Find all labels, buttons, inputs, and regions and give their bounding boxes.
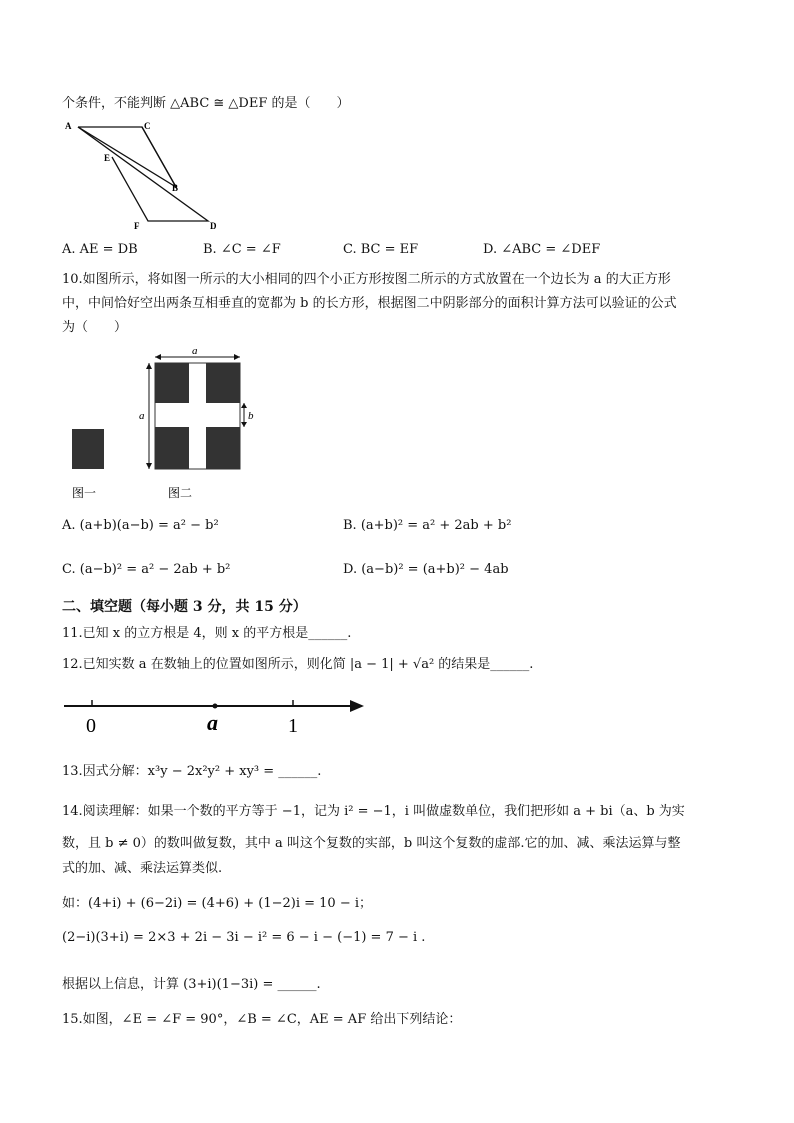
q10-option-b: B. (a+b)² = a² + 2ab + b² (343, 518, 512, 533)
q10-line2: 中，中间恰好空出两条互相垂直的宽都为 b 的长方形，根据图二中阴影部分的面积计算方法可以验证的公式 (62, 296, 677, 311)
label-e: E (104, 153, 111, 163)
q10-option-c: C. (a−b)² = a² − 2ab + b² (62, 562, 231, 577)
label-f: F (134, 221, 140, 231)
fig2-caption: 图二 (168, 486, 193, 500)
fig2-square-bl (155, 427, 189, 469)
q10-option-d: D. (a−b)² = (a+b)² − 4ab (343, 562, 509, 577)
triangle-abc (78, 127, 176, 187)
label-d: D (210, 221, 217, 231)
q14-example2: (2−i)(3+i) = 2×3 + 2i − 3i − i² = 6 − i − (−1) = 7 − i . (62, 930, 426, 945)
q9-stem: 个条件，不能判断 △ABC ≅ △DEF 的是（ ） (62, 96, 350, 111)
q14-line1: 14.阅读理解：如果一个数的平方等于 −1，记为 i² = −1，i 叫做虚数单位，我们把形如 a + bi（a、b 为实 (62, 804, 685, 819)
fig2-square-tl (155, 363, 189, 403)
label-a: A (65, 121, 72, 131)
dim-a-left: a (139, 410, 145, 422)
fig2-square-tr (206, 363, 240, 403)
q11: 11.已知 x 的立方根是 4，则 x 的平方根是______. (62, 626, 352, 641)
q14-question: 根据以上信息，计算 (3+i)(1−3i) = ______. (62, 977, 321, 992)
q9-option-c: C. BC = EF (343, 242, 419, 257)
label-b: B (172, 183, 179, 193)
q9-option-a: A. AE = DB (62, 242, 138, 257)
axis-label-1: 1 (288, 715, 298, 737)
q13: 13.因式分解：x³y − 2x²y² + xy³ = ______. (62, 764, 322, 779)
q9-figure (60, 115, 230, 235)
fig2-square-br (206, 427, 240, 469)
label-c: C (144, 121, 151, 131)
number-line (60, 690, 370, 740)
dim-b: b (248, 410, 254, 422)
triangle-def (78, 127, 208, 221)
dim-a-top: a (192, 345, 198, 357)
q10-line1: 10.如图所示，将如图一所示的大小相同的四个小正方形按图二所示的方式放置在一个边长为 a 的大正方形 (62, 272, 671, 287)
axis-label-a: a (207, 710, 218, 735)
axis-label-0: 0 (86, 715, 96, 737)
fig1-caption: 图一 (72, 486, 97, 500)
q10-option-a: A. (a+b)(a−b) = a² − b² (62, 518, 219, 533)
fig1-square (72, 429, 104, 469)
section-title: 二、填空题（每小题 3 分，共 15 分） (62, 599, 307, 615)
q14-line2: 数，且 b ≠ 0）的数叫做复数，其中 a 叫这个复数的实部，b 叫这个复数的虚部.它的加、减、乘法运算与整 (62, 836, 681, 851)
q14-line3: 式的加、减、乘法运算类似. (62, 861, 223, 876)
q10-figure (60, 345, 280, 515)
q9-option-d: D. ∠ABC = ∠DEF (483, 242, 601, 257)
q12-text: 12.已知实数 a 在数轴上的位置如图所示，则化简 |a − 1| + √a² 的结果是______. (62, 657, 534, 672)
q15: 15.如图，∠E = ∠F = 90°，∠B = ∠C，AE = AF 给出下列结论： (62, 1012, 462, 1027)
q14-example1: 如：(4+i) + (6−2i) = (4+6) + (1−2)i = 10 − i； (62, 896, 373, 911)
q9-option-b: B. ∠C = ∠F (203, 242, 281, 257)
q10-line3: 为（ ） (62, 320, 128, 335)
